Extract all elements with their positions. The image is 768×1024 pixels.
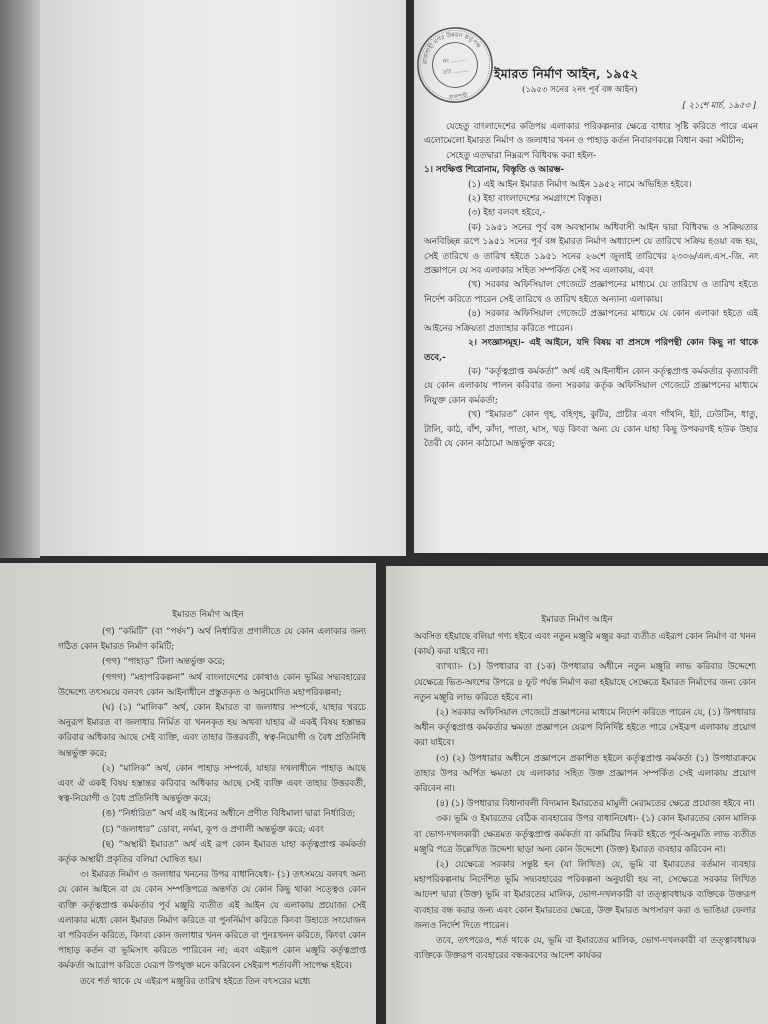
act-body-text bbox=[424, 120, 758, 545]
continuation-text: অবসিত হইয়াছে বলিয়া গণ্য হইবে এবং নতুন মঞ্জুরি মঞ্জুর করা ব্যতীত এইরূপ কোন নির্মাণ বা খনন (কার্য) করা যাইবে না। bbox=[414, 632, 756, 658]
seal-date-label: তাং ........ bbox=[442, 66, 470, 77]
seal-bottom-text: রাজশাহী bbox=[448, 93, 468, 101]
act-first-page bbox=[414, 0, 768, 553]
section-3-text: ৩। ইমারত নির্মাণ ও জলাধার খননের উপর বাধানিষেধ।- (১) তৎসময়ে বলবৎ অন্য যে কোন আইনে বা যে কোন সম্পত্তিপত্রে অন্তর্গত যে কোন কিছু থাকা সত্ত্বেও কোন ব্যক্তি কর্তৃত্বপ্রাপ্ত কর্মকর্তার পূর্ব মঞ্জুরি ব্যতীত এই আইন যে এলাকায় প্রযোজ্য সেই এলাকার মধ্যে কোন ইমারত নির্মাণ করিতে বা পুনর্নির্মাণ করিতে কিংবা উহাতে সংযোজন বা পরিবর্তন করিতে, কিংবা কোন জলাধার খনন করিতে বা পুনঃখনন করিতে, কিংবা কোন পাহাড় কর্তন বা ভূমিসাৎ করিতে পারিবেন না; এবং এইরূপ কোন মঞ্জুরি কর্তৃত্বপ্রাপ্ত কর্মকর্তা আরোপ করিতে যেরূপ উপযুক্ত মনে করিবেন সেইরূপ শর্তাবলী সাপেক্ষ হইবে। bbox=[58, 870, 366, 972]
preamble-paragraph: যেহেতু বাংলাদেশের কতিপয় এলাকার পরিকল্পনার ক্ষেত্রে বাধার সৃষ্টি করিতে পারে এমন এলোমেলো ইমারত নির্মাণ ও জলাধার খনন ও পাহাড় কর্তন নিবারণকল্পে বিধান করা সমীচীন; bbox=[424, 122, 758, 147]
definition-text: (গগ) “পাহাড়” টিলা অন্তর্ভুক্ত করে; bbox=[102, 657, 226, 668]
act-body-text bbox=[58, 625, 366, 1020]
act-third-page bbox=[386, 566, 768, 1024]
seal-number-label: নং ........ bbox=[442, 55, 467, 66]
definition-text: (গগগ) “মহাপরিকল্পনা” অর্থ বাংলাদেশের কোথাও কোন ভূমির সদ্ব্যবহারের উদ্দেশ্যে তৎসময়ে বলবৎ কোন আইনাধীনে প্রস্তুতকৃত ও অনুমোদিত মহাপরিকল্পনা; bbox=[58, 672, 366, 698]
binding-shadow bbox=[0, 0, 40, 558]
act-subtitle: (১৯৫৩ সনের ২নং পূর্ব বঙ্গ আইন) bbox=[522, 85, 638, 95]
act-title: ইমারত নির্মাণ আইন, ১৯৫২ bbox=[494, 66, 639, 81]
running-header: ইমারত নির্মাণ আইন bbox=[541, 615, 613, 625]
blank-page bbox=[40, 0, 406, 556]
clause-text: (ক) ১৯৫১ সনের পূর্ব বঙ্গ অবস্থানাম অধিবাসী আইন দ্বারা বিধিবদ্ধ ও সক্রিয়তার অনবিচ্ছিন্ন রূপে ১৯৫১ সনের পূর্ব বঙ্গ ইমারত নির্মাণ অধ্যাদেশ যে তারিখে সক্রিয় হওয়া বন্ধ হয়, সেই তারিখে ও তারিখ হইতে ১৯৫১ সনের ২৬শে জুলাই তারিখের ২৩০৬/এল.এস.-জি. নং প্রজ্ঞাপনে যে সব এলাকার সহিত সম্পর্কিত সেই সব এলাকায়, এবং bbox=[424, 222, 758, 277]
subsection-text: (২) ইহা বাংলাদেশের সমগ্রাংশে বিস্তৃত। bbox=[468, 194, 602, 205]
act-date: [ ২১শে মার্চ, ১৯৫৩ ] bbox=[682, 101, 756, 111]
subsection-text: (২) সরকার অফিসিয়াল গেজেটে প্রজ্ঞাপনের মাধ্যমে নির্দেশ করিতে পারেন যে, (১) উপধারার অধীন কর্তৃত্বপ্রাপ্ত কর্মকর্তার ক্ষমতা প্রজ্ঞাপনে যেরূপ বিনির্দিষ্ট হইতে পারে সেইরূপ এলাকায় প্রয়োগ করা যাইবে। bbox=[414, 708, 756, 749]
definition-text: (ছ) “অস্থায়ী ইমারত” অর্থ এই রূপ কোন ইমারত যাহা কর্তৃত্বপ্রাপ্ত কর্মকর্তা কর্তৃক অস্থায়ী প্রকৃতির বলিয়া ঘোষিত হয়। bbox=[58, 839, 366, 866]
definition-text: (চ) “জলাধার” ডোবা, নর্দমা, কূপ ও প্রণালী অন্তর্ভুক্ত করে; এবং bbox=[102, 824, 324, 835]
office-seal-stamp bbox=[414, 22, 498, 108]
definition-text: (ঙ) “নির্ধারিত” অর্থ এই আইনের অধীনে প্রণীত বিধিমালা দ্বারা নির্ধারিত; bbox=[102, 809, 356, 820]
seal-ring-text: রাজশাহী নগর উন্নয়ন কর্তৃপক্ষ bbox=[421, 31, 482, 65]
running-header: ইমারত নির্মাণ আইন bbox=[172, 610, 244, 620]
enactment-clause: সেহেতু এতদ্বারা নিম্নরূপ বিধিবদ্ধ করা হইল- bbox=[446, 150, 597, 161]
explanation-text: ব্যাখ্যা।- (১) উপধারার বা (১ক) উপধারার অধীনে নতুন মঞ্জুরি লাভ করিবার উদ্দেশ্যে যেক্ষেত্রে ভিত-অংশের উপরে ৪ ফুট পর্যন্ত নির্মাণ করা হইয়াছে সেক্ষেত্রে ইমারত নির্মাণের জন্য কোন নতুন মঞ্জুরি লাভ করিতে হইবে না। bbox=[414, 662, 756, 703]
definition-text: (ঘ) (১) “মালিক” অর্থ, কোন ইমারত বা জলাধার সম্পর্কে, যাহার খরচে অনুরূপ ইমারত বা জলাধার নির্মিত বা খননকৃত হয় অথবা যাহার ঐ একই বিষয় হস্তান্তর করিবার অধিকার আছে সেই ব্যক্তি, এবং তাহার উত্তরবর্তী, স্বত্ব-নিয়োগী ও বৈধ প্রতিনিধি অন্তর্ভুক্ত করে; bbox=[58, 703, 366, 759]
definition-text: (খ) “ইমারত” কোন গৃহ, বহিগৃহ, কুটির, প্রাচীর এবং গাঁথনি, ইট, ঢেউটিন, ধাতু, টালি, কাঠ, বাঁশ, কাঁদা, পাতা, ঘাস, খড় কিংবা অন্য যে কোন যাহা কিছু উপকরণই হউক উহার তৈরী যে কোন কাঠামো অন্তর্ভুক্ত করে; bbox=[424, 410, 758, 449]
subsection-text: (৪) (১) উপধারার বিধানাবলী বিদ্যমান ইমারতের মামুলী মেরামতের ক্ষেত্রে প্রযোজ্য হইবে না। bbox=[436, 799, 755, 810]
proviso-text: তবে শর্ত থাকে যে এইরূপ মঞ্জুরির তারিখ হইতে তিন বৎসরের মধ্যে bbox=[80, 976, 311, 987]
clause-text: (খ) সরকার অফিসিয়াল গেজেটে প্রজ্ঞাপনের মাধ্যমে যে তারিখে ও তারিখ হইতে নির্দেশ করিতে পারেন সেই তারিখে ও তারিখ হইতে অন্যান্য এলাকায়। bbox=[424, 280, 758, 305]
definition-text: (গ) “কমিটি” (বা “পর্ষদ”) অর্থ নির্ধারিত প্রণালীতে যে কোন এলাকার জন্য গঠিত কোন ইমারত নির্মাণ কমিটি; bbox=[58, 627, 366, 653]
act-body-text bbox=[414, 630, 756, 1022]
proviso-text: তবে, তৎপরেও, শর্ত থাকে যে, ভূমি বা ইমারতের মালিক, ভোগ-দখলকারী বা তত্ত্বাবধায়ক ব্যক্তিকে উক্তরূপ ব্যবহারের বন্ধকরণের আদেশ কার্যকর bbox=[414, 936, 756, 962]
definition-text: (২) “মালিক” অর্থ, কোন পাহাড় সম্পর্কে, যাহার দখলাধীনে পাহাড় আছে এবং ঐ একই বিষয় হস্তান্তর করিবার অধিকার আছে সেই ব্যক্তি এবং তাহার উত্তরবর্তী, স্বত্ব-নিয়োগী ও বৈধ প্রতিনিধি অন্তর্ভুক্ত করে; bbox=[58, 763, 366, 805]
definition-text: (ক) “কর্তৃত্বপ্রাপ্ত কর্মকর্তা” অর্থ এই আইনাধীন কোন কর্তৃত্বপ্রাপ্ত কর্মকর্তার কৃত্যাবলী যে কোন এলাকায় পালন করিবার জন্য সরকার কর্তৃক অফিসিয়াল গেজেটে প্রজ্ঞাপনের মাধ্যমে নিযুক্ত কোন কর্মকর্তা; bbox=[424, 366, 758, 406]
section-3a-text: ৩ক। ভূমি ও ইমারতের বেঠিক ব্যবহারের উপর বাধানিষেধ।- (১) কোন ইমারতের কোন মালিক বা ভোগ-দখলকারী ক্ষেত্রমত কর্তৃত্বপ্রাপ্ত কর্মকর্তা বা কমিটির নিকট হইতে পূর্ব-অনুমতি লাভ ব্যতীত মঞ্জুরি পত্রে উল্লেখিত উদ্দেশ্য ছাড়া অন্য কোন উদ্দেশ্যে (উক্ত) ইমারত ব্যবহার করিবেন না। bbox=[414, 814, 756, 855]
subsection-text: (৩) ইহা বলবৎ হইবে,- bbox=[468, 208, 546, 219]
act-second-page bbox=[0, 563, 376, 1024]
section-1-heading: ১। সংক্ষিপ্ত শিরোনাম, বিস্তৃতি ও আরম্ভ- bbox=[424, 165, 565, 176]
subsection-text: (১) এই আইন ইমারত নির্মাণ আইন ১৯৫২ নামে অভিহিত হইবে। bbox=[468, 179, 692, 190]
subsection-text: (৩) (২) উপধারার অধীনে প্রজ্ঞাপনে প্রকাশিত হইলে কর্তৃত্বপ্রাপ্ত কর্মকর্তা (১) উপধারাক্রমে তাহার উপর অর্পিত ক্ষমতা যে এলাকার সহিত উক্ত প্রজ্ঞাপন সম্পর্কিত সেই এলাকায় প্রয়োগ করিবেন না। bbox=[414, 753, 756, 795]
subsection-text: (২) যেক্ষেত্রে সরকার সন্তুষ্ট হন (যা লিখিত) যে, ভূমি বা ইমারতের বর্তমান ব্যবহার মহাপরিকল্পনায় নির্দেশিত ভূমি সদ্ব্যবহারের পরিকল্পনা অনুযায়ী হয় না, সেক্ষেত্রে সরকার লিখিত আদেশ দ্বারা (উক্ত) ভূমি বা ইমারতের মালিক, ভোগ-দখলকারী বা তত্ত্বাবধায়ক ব্যক্তিকে উক্তরূপ ব্যবহার বন্ধ করার জন্য এবং কোন ইমারতের ক্ষেত্রে, উক্ত ইমারত অপসারণ করা ও ভাঙিয়া ফেলার জন্যও নির্দেশ দিতে পারেন। bbox=[414, 860, 756, 931]
section-2-heading: ২। সংজ্ঞাসমূহ।- এই আইনে, যদি বিষয় বা প্রসঙ্গে পরিপন্থী কোন কিছু না থাকে তবে,- bbox=[424, 338, 758, 363]
subsection-text: (৪) সরকার অফিসিয়াল গেজেটে প্রজ্ঞাপনের মাধ্যমে যে কোন এলাকা হইতে এই আইনের সক্রিয়তা প্রত্যাহার করিতে পারেন। bbox=[424, 309, 758, 334]
